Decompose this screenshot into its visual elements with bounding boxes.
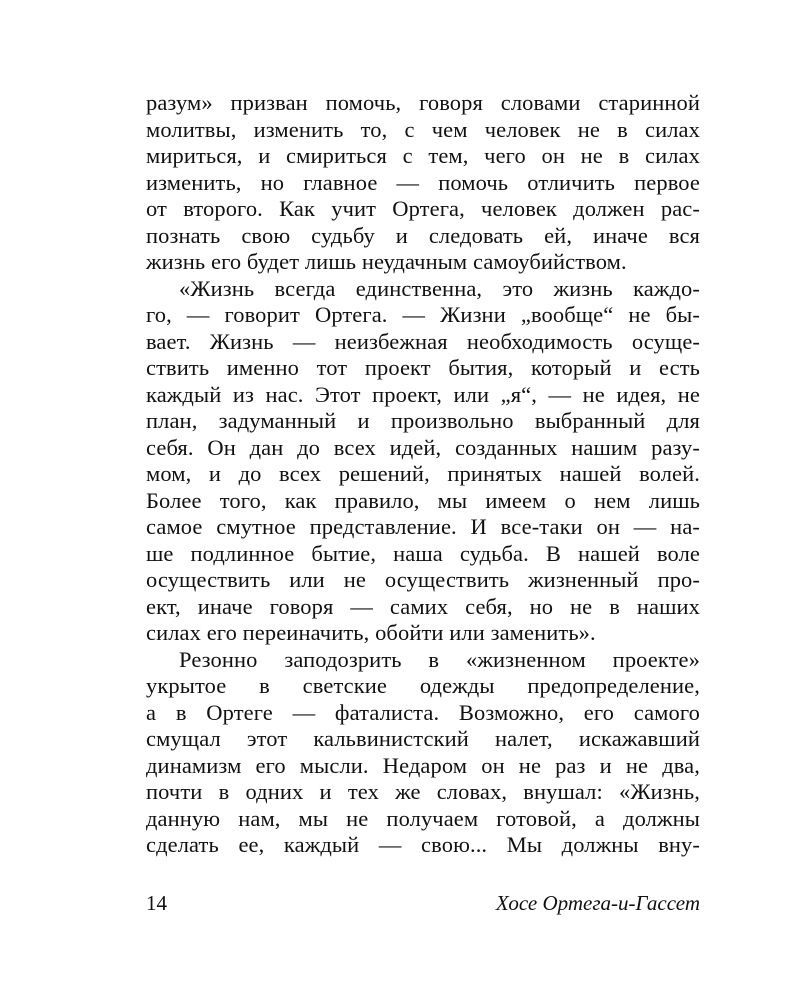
running-title: Хосе Ортега-и-Гассет	[495, 891, 700, 915]
text-line: смущал этот кальвинистский налет, искажавший	[146, 726, 700, 751]
page-footer	[146, 888, 700, 918]
text-line: план, задуманный и произвольно выбранный для	[146, 408, 700, 433]
page-body	[146, 90, 700, 859]
text-line: мом, и до всех решений, принятых нашей волей.	[146, 461, 700, 486]
paragraph-end-line: силах его переиначить, обойти или заменить».	[146, 620, 596, 645]
paragraph-start-line: «Жизнь всегда единственна, это жизнь каждо-	[179, 275, 700, 301]
text-line: мириться, и смириться с тем, чего он не в силах	[146, 143, 700, 168]
text-line: почти в одних и тех же словах, внушал: «Жизнь,	[146, 779, 700, 804]
text-line: от второго. Как учит Ортега, человек должен рас-	[146, 196, 700, 221]
text-line: молитвы, изменить то, с чем человек не в силах	[146, 116, 700, 142]
text-line: себя. Он дан до всех идей, созданных нашим разу-	[146, 434, 700, 460]
text-line: ствить именно тот проект бытия, который и есть	[146, 355, 700, 380]
paragraph-start-line: Резонно заподозрить в «жизненном проекте»	[179, 646, 700, 672]
text-line: укрытое в светские одежды предопределение,	[146, 673, 700, 698]
text-line: вает. Жизнь — неизбежная необходимость осуще-	[146, 328, 700, 354]
text-line: самое смутное представление. И все-таки он — на-	[146, 514, 700, 539]
text-line: а в Ортеге — фаталиста. Возможно, его самого	[146, 699, 700, 725]
text-line: познать свою судьбу и следовать ей, иначе вся	[146, 222, 700, 248]
text-line: динамизм его мысли. Недаром он не раз и не два,	[146, 752, 700, 778]
text-line: ект, иначе говоря — самих себя, но не в наших	[146, 593, 700, 619]
text-line: го, — говорит Ортега. — Жизни „вообще“ не бы-	[146, 302, 700, 327]
text-line: изменить, но главное — помочь отличить первое	[146, 169, 700, 195]
page-number: 14	[146, 891, 167, 915]
text-line: каждый из нас. Этот проект, или „я“, — не идея, не	[146, 381, 700, 407]
text-line: разум» призван помочь, говоря словами старинной	[146, 90, 700, 115]
text-line: сделать ее, каждый — свою... Мы должны вну-	[146, 832, 700, 857]
text-line: Более того, как правило, мы имеем о нем лишь	[146, 487, 700, 513]
paragraph-end-line: жизнь его будет лишь неудачным самоубийством.	[146, 249, 627, 274]
text-line: осуществить или не осуществить жизненный про-	[146, 567, 700, 592]
text-line: ше подлинное бытие, наша судьба. В нашей воле	[146, 540, 700, 566]
text-line: данную нам, мы не получаем готовой, а должны	[146, 805, 700, 831]
